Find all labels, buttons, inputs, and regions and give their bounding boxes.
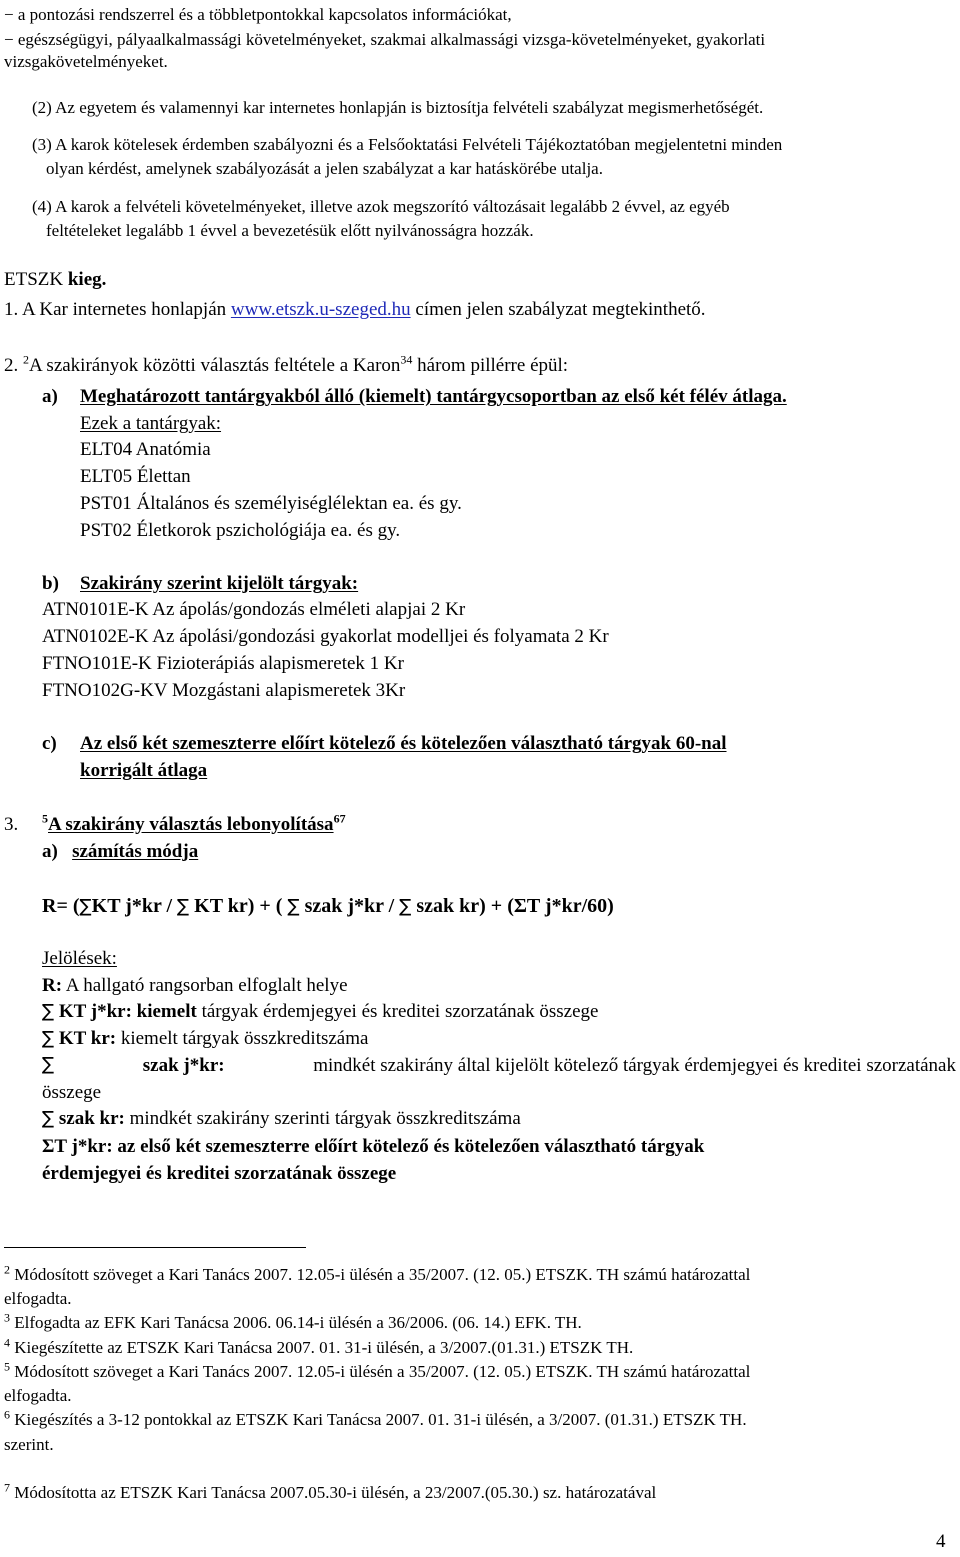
bullet-egeszsegugyi-text: − egészségügyi, pályaalkalmassági követelményeket, szakmai alkalmassági vizsga-követelményeket, gyakorlati: [4, 30, 766, 49]
footnote-text: Elfogadta az EFK Kari Tanácsa 2006. 06.14-i ülésén a 36/2006. (06. 14.) EFK. TH.: [14, 1313, 582, 1332]
item-2-text: A szakirányok közötti választás feltétele a Karon: [29, 355, 401, 376]
footnote-number: 3: [4, 1310, 10, 1325]
subject-elt05: ELT05 Élettan: [80, 466, 191, 487]
footnote-6: [4, 1407, 747, 1429]
footnote-text: Kiegészítette az ETSZK Kari Tanácsa 2007. 01. 31-i ülésén, a 3/2007.(01.31.) ETSZK TH.: [14, 1338, 634, 1357]
subject-ftno101: FTNO101E-K Fizioterápiás alapismeretek 1 Kr: [42, 653, 404, 674]
legend-r-label: R:: [42, 975, 63, 996]
legend-szak-jkr-cont: összege: [42, 1082, 102, 1103]
legend-heading: Jelölések:: [42, 948, 117, 969]
legend-r-text: A hallgató rangsorban elfoglalt helye: [65, 975, 348, 996]
paragraph-3-line2: olyan kérdést, amelynek szabályozását a jelen szabályzat a kar hatáskörébe utalja.: [46, 159, 603, 178]
bullet-egeszsegugyi: [4, 31, 956, 48]
item-2-text-post: három pillérre épül:: [417, 355, 569, 376]
footnote-5-cont: elfogadta.: [4, 1386, 72, 1405]
item-1-text-post: címen jelen szabályzat megtekinthető.: [415, 299, 706, 320]
paragraph-3-line1-text: (3) A karok kötelesek érdemben szabályozni és a Felsőoktatási Felvételi Tájékoztatóban megjelentetni minden: [32, 135, 783, 154]
item-3a-text: számítás módja: [72, 841, 199, 862]
item-3-number: 3.: [4, 814, 19, 835]
legend-szakkr-text: mindkét szakirány szerinti tárgyak összkreditszáma: [129, 1108, 521, 1129]
etszk-heading: [4, 270, 106, 289]
subject-elt04: ELT04 Anatómia: [80, 439, 211, 460]
ranking-formula: [42, 896, 614, 916]
footnote-4: [4, 1335, 634, 1357]
bullet-egeszsegugyi-cont: vizsgakövetelményeket.: [4, 52, 168, 71]
formula-part3: KT kr) + (: [194, 895, 283, 917]
legend-szakkr-label: szak kr:: [58, 1108, 125, 1129]
footnote-6-cont: szerint.: [4, 1435, 54, 1454]
footnote-5: [4, 1359, 956, 1381]
legend-szak-kr: [42, 1109, 521, 1128]
subject-atn0101: ATN0101E-K Az ápolás/gondozás elméleti alapjai 2 Kr: [42, 599, 466, 620]
footnote-number: 7: [4, 1480, 10, 1495]
legend-szak-label: szak j*kr:: [142, 1055, 225, 1076]
sum-icon: ∑: [42, 1028, 55, 1049]
legend-sigma-t-cont: érdemjegyei és kreditei szorzatának összege: [42, 1163, 397, 1184]
item-3a: [42, 842, 198, 861]
sum-icon: ∑: [177, 896, 190, 917]
footnote-text: Módosított szöveget a Kari Tanács 2007. 12.05-i ülésén a 35/2007. (12. 05.) ETSZK. TH számú határozattal: [14, 1265, 751, 1284]
legend-kt-label: KT j*kr:: [58, 1001, 132, 1022]
etszk-heading-b: kieg.: [67, 269, 107, 290]
footnote-separator: [4, 1247, 306, 1248]
legend-szak-text: mindkét szakirány által kijelölt kötelező tárgyak érdemjegyei és kreditei szorzatának: [313, 1055, 956, 1076]
item-c-label: c): [42, 733, 57, 754]
footnote-3: [4, 1310, 582, 1332]
item-3a-label: a): [42, 841, 58, 862]
footnote-ref-5[interactable]: 5: [42, 811, 48, 826]
etszk-item-2: [4, 352, 569, 376]
footnote-ref-34[interactable]: 34: [400, 352, 413, 367]
footnote-ref-2[interactable]: 2: [23, 352, 29, 367]
legend-ktkr-text: kiemelt tárgyak összkreditszáma: [120, 1028, 369, 1049]
etszk-item-3: [4, 815, 18, 834]
etszk-website-link[interactable]: www.etszk.u-szeged.hu: [230, 299, 411, 320]
sum-icon: ∑: [399, 896, 412, 917]
footnote-7: [4, 1480, 657, 1502]
formula-part2: KT j*kr /: [91, 895, 173, 917]
subject-atn0102: ATN0102E-K Az ápolási/gondozási gyakorlat modelljei és folyamata 2 Kr: [42, 626, 609, 647]
page-number: 4: [936, 1531, 946, 1552]
paragraph-3-line1: [32, 136, 956, 153]
item-c-text-content: Az első két szemeszterre előírt kötelező és kötelezően választható tárgyak 60-nal: [80, 733, 727, 754]
paragraph-2: (2) Az egyetem és valamennyi kar internetes honlapján is biztosítja felvételi szabályzat megismerhetőségét.: [32, 98, 764, 117]
footnote-2-cont: elfogadta.: [4, 1289, 72, 1308]
footnote-2: [4, 1262, 956, 1284]
formula-part4: szak j*kr /: [304, 895, 395, 917]
legend-sigma-t-text: ΣT j*kr: az első két szemeszterre előírt kötelező és kötelezően választható tárgyak: [42, 1136, 705, 1157]
legend-kt-kr: [42, 1029, 368, 1048]
legend-kt-jkr: [42, 1002, 598, 1021]
footnote-number: 5: [4, 1359, 10, 1374]
item-a-text: [80, 387, 956, 406]
paragraph-4-line2: feltételeket legalább 1 évvel a bevezetésük előtt nyilvánosságra hozzák.: [46, 221, 534, 240]
footnote-number: 6: [4, 1407, 10, 1422]
item-b-label: b): [42, 573, 59, 594]
subject-ftno102: FTNO102G-KV Mozgástani alapismeretek 3Kr: [42, 680, 406, 701]
legend-sigma-t: [42, 1137, 956, 1156]
sum-icon: ∑: [42, 1108, 55, 1129]
subject-pst01: PST01 Általános és személyiséglélektan ea. és gy.: [80, 493, 462, 514]
item-a-text-content: Meghatározott tantárgyakból álló (kiemelt) tantárgycsoportban az első két félév átlaga.: [80, 386, 787, 407]
footnote-number: 2: [4, 1262, 10, 1277]
etszk-heading-a: ETSZK: [4, 269, 64, 290]
sum-icon: ∑: [42, 1001, 55, 1022]
sum-icon: ∑: [79, 896, 92, 917]
subject-pst02: PST02 Életkorok pszichológiája ea. és gy.: [80, 520, 401, 541]
item-3-heading-text: A szakirány választás lebonyolítása: [48, 814, 334, 835]
footnote-text: Kiegészítés a 3-12 pontokkal az ETSZK Kari Tanácsa 2007. 01. 31-i ülésén, a 3/2007. (01.31.) ETSZK TH.: [14, 1410, 747, 1429]
bullet-pontozasi: − a pontozási rendszerrel és a többletpontokkal kapcsolatos információkat,: [4, 5, 512, 24]
footnote-ref-67[interactable]: 67: [333, 811, 346, 826]
etszk-item-1: [4, 300, 706, 319]
item-c-text-cont: korrigált átlaga: [80, 760, 208, 781]
sum-icon: ∑: [42, 1054, 55, 1075]
footnote-number: 4: [4, 1335, 10, 1350]
item-2-number: 2.: [4, 355, 19, 376]
item-3-heading: [42, 811, 346, 835]
footnote-text: Módosította az ETSZK Kari Tanácsa 2007.05.30-i ülésén, a 23/2007.(05.30.) sz. határozatával: [14, 1483, 657, 1502]
paragraph-4-line1: [32, 198, 956, 215]
formula-part5: szak kr) + (ΣT j*kr/60): [416, 895, 614, 917]
item-c-text: [80, 734, 956, 753]
legend-kt-bold: kiemelt: [136, 1001, 197, 1022]
sum-icon: ∑: [287, 896, 300, 917]
legend-ktkr-label: KT kr:: [58, 1028, 117, 1049]
formula-part1: R= (: [42, 895, 80, 917]
item-1-text: 1. A Kar internetes honlapján: [4, 299, 227, 320]
footnote-text: Módosított szöveget a Kari Tanács 2007. 12.05-i ülésén a 35/2007. (12. 05.) ETSZK. TH számú határozattal: [14, 1362, 751, 1381]
item-a-subheading: Ezek a tantárgyak:: [80, 413, 222, 434]
paragraph-4-line1-text: (4) A karok a felvételi követelményeket, illetve azok megszorító változásait legalább 2 évvel, az egyéb: [32, 197, 730, 216]
legend-r: [42, 976, 348, 995]
item-a-label: a): [42, 386, 58, 407]
item-b-text: Szakirány szerint kijelölt tárgyak:: [80, 573, 359, 594]
legend-kt-text: tárgyak érdemjegyei és kreditei szorzatának összege: [201, 1001, 599, 1022]
legend-szak-jkr: [42, 1056, 956, 1075]
